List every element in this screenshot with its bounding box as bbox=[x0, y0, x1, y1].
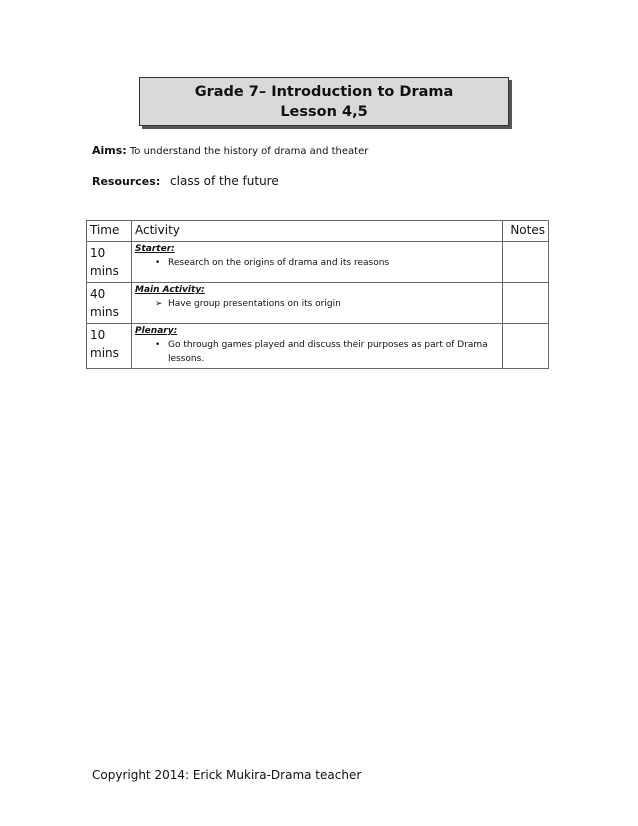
time-value: 10 bbox=[90, 246, 106, 260]
list-item bbox=[155, 297, 499, 311]
document-title: Grade 7– Introduction to Drama bbox=[194, 84, 454, 100]
header-activity: Activity bbox=[132, 221, 503, 242]
title-box bbox=[139, 77, 509, 126]
activity-cell bbox=[132, 283, 503, 324]
table-header-row bbox=[87, 221, 549, 242]
table-row bbox=[87, 324, 549, 369]
copyright-footer: Copyright 2014: Erick Mukira-Drama teacher bbox=[92, 768, 362, 782]
lesson-table bbox=[86, 220, 549, 369]
activity-text: Have group presentations on its origin bbox=[168, 299, 341, 309]
time-cell bbox=[87, 283, 132, 324]
aims-label: Aims: bbox=[92, 144, 127, 157]
activity-list bbox=[135, 256, 499, 270]
time-cell bbox=[87, 324, 132, 369]
activity-section-title: Starter: bbox=[135, 244, 175, 254]
activity-text: Go through games played and discuss their purposes as part of Drama lessons. bbox=[168, 340, 488, 364]
notes-cell bbox=[503, 283, 549, 324]
lesson-number: Lesson 4,5 bbox=[280, 104, 368, 120]
bullet-icon: • bbox=[155, 258, 161, 268]
list-item bbox=[155, 338, 499, 366]
resources-label: Resources: bbox=[92, 175, 161, 188]
bullet-icon: • bbox=[155, 340, 161, 350]
notes-cell bbox=[503, 242, 549, 283]
table-row bbox=[87, 242, 549, 283]
activity-section-title: Main Activity: bbox=[135, 285, 205, 295]
time-value: 40 bbox=[90, 287, 106, 301]
time-value: 10 bbox=[90, 328, 106, 342]
header-time: Time bbox=[87, 221, 132, 242]
activity-cell bbox=[132, 324, 503, 369]
resources-text: class of the future bbox=[170, 174, 279, 188]
activity-section-title: Plenary: bbox=[135, 326, 178, 336]
activity-list bbox=[135, 297, 499, 311]
time-cell bbox=[87, 242, 132, 283]
time-unit: mins bbox=[90, 305, 119, 319]
time-unit: mins bbox=[90, 346, 119, 360]
list-item bbox=[155, 256, 499, 270]
aims-line bbox=[92, 144, 368, 157]
resources-line bbox=[92, 174, 279, 188]
activity-list bbox=[135, 338, 499, 366]
arrow-bullet-icon: ➢ bbox=[155, 299, 163, 309]
header-notes: Notes bbox=[503, 221, 549, 242]
table-row bbox=[87, 283, 549, 324]
activity-text: Research on the origins of drama and its reasons bbox=[168, 258, 390, 268]
activity-cell bbox=[132, 242, 503, 283]
aims-text: To understand the history of drama and theater bbox=[129, 146, 369, 157]
notes-cell bbox=[503, 324, 549, 369]
time-unit: mins bbox=[90, 264, 119, 278]
